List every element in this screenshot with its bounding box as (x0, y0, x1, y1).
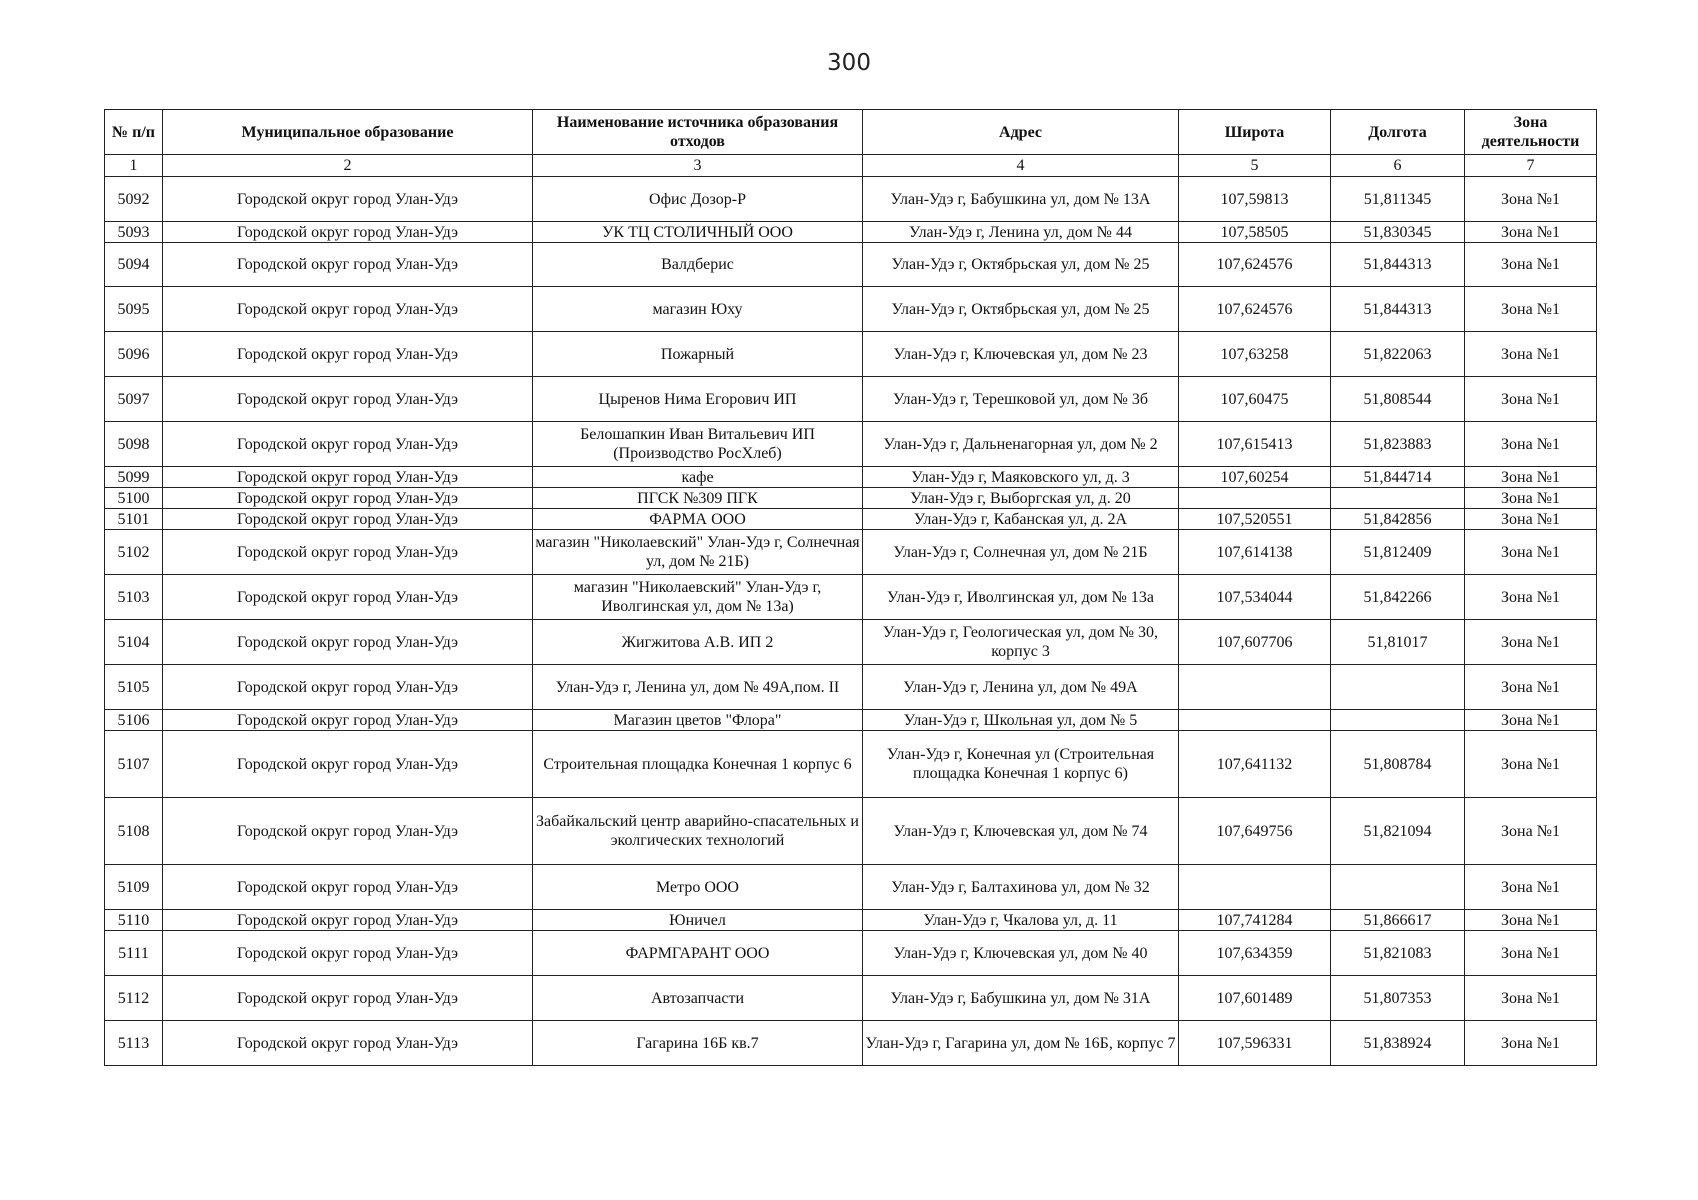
cell-latitude: 107,607706 (1179, 620, 1331, 665)
cell-address: Улан-Удэ г, Геологическая ул, дом № 30, корпус 3 (863, 620, 1179, 665)
cell-zone: Зона №1 (1465, 530, 1597, 575)
cell-zone: Зона №1 (1465, 865, 1597, 910)
table-body (105, 177, 1597, 1066)
header-number: № п/п (105, 110, 163, 155)
cell-longitude: 51,812409 (1331, 530, 1465, 575)
cell-source-name: Белошапкин Иван Витальевич ИП (Производство РосХлеб) (533, 422, 863, 467)
cell-number: 5092 (105, 177, 163, 222)
cell-source-name: магазин Юху (533, 287, 863, 332)
cell-municipality: Городской округ город Улан-Удэ (163, 665, 533, 710)
table-row (105, 731, 1597, 798)
cell-source-name: ФАРМГАРАНТ ООО (533, 931, 863, 976)
cell-zone: Зона №1 (1465, 422, 1597, 467)
cell-source-name: Улан-Удэ г, Ленина ул, дом № 49А,пом. II (533, 665, 863, 710)
cell-latitude: 107,641132 (1179, 731, 1331, 798)
cell-longitude: 51,844313 (1331, 243, 1465, 287)
cell-municipality: Городской округ город Улан-Удэ (163, 620, 533, 665)
cell-address: Улан-Удэ г, Бабушкина ул, дом № 31А (863, 976, 1179, 1021)
cell-source-name: Метро ООО (533, 865, 863, 910)
cell-municipality: Городской округ город Улан-Удэ (163, 377, 533, 422)
table-row (105, 488, 1597, 509)
cell-source-name: Юничел (533, 910, 863, 931)
cell-number: 5100 (105, 488, 163, 509)
cell-longitude: 51,866617 (1331, 910, 1465, 931)
cell-number: 5098 (105, 422, 163, 467)
cell-zone: Зона №1 (1465, 243, 1597, 287)
cell-latitude: 107,60475 (1179, 377, 1331, 422)
cell-address: Улан-Удэ г, Школьная ул, дом № 5 (863, 710, 1179, 731)
cell-source-name: Жигжитова А.В. ИП 2 (533, 620, 863, 665)
cell-number: 5103 (105, 575, 163, 620)
cell-address: Улан-Удэ г, Октябрьская ул, дом № 25 (863, 287, 1179, 332)
cell-longitude (1331, 665, 1465, 710)
table-row (105, 620, 1597, 665)
cell-longitude: 51,81017 (1331, 620, 1465, 665)
cell-address: Улан-Удэ г, Выборгская ул, д. 20 (863, 488, 1179, 509)
column-number: 7 (1465, 155, 1597, 177)
page-number: 300 (827, 50, 871, 76)
column-number: 3 (533, 155, 863, 177)
cell-number: 5097 (105, 377, 163, 422)
cell-latitude: 107,59813 (1179, 177, 1331, 222)
cell-address: Улан-Удэ г, Ключевская ул, дом № 74 (863, 798, 1179, 865)
cell-longitude (1331, 488, 1465, 509)
cell-source-name: магазин "Николаевский" Улан-Удэ г, Иволгинская ул, дом № 13а) (533, 575, 863, 620)
cell-number: 5096 (105, 332, 163, 377)
cell-source-name: Забайкальский центр аварийно-спасательных и эколгических технологий (533, 798, 863, 865)
cell-zone: Зона №1 (1465, 710, 1597, 731)
cell-latitude: 107,649756 (1179, 798, 1331, 865)
header-address: Адрес (863, 110, 1179, 155)
cell-municipality: Городской округ город Улан-Удэ (163, 422, 533, 467)
cell-latitude (1179, 710, 1331, 731)
cell-municipality: Городской округ город Улан-Удэ (163, 931, 533, 976)
waste-sources-table (104, 109, 1597, 1066)
header-source-name: Наименование источника образования отходов (533, 110, 863, 155)
cell-municipality: Городской округ город Улан-Удэ (163, 467, 533, 488)
cell-address: Улан-Удэ г, Терешковой ул, дом № 3б (863, 377, 1179, 422)
cell-source-name: Магазин цветов "Флора" (533, 710, 863, 731)
table-row (105, 243, 1597, 287)
cell-latitude (1179, 865, 1331, 910)
cell-address: Улан-Удэ г, Ключевская ул, дом № 40 (863, 931, 1179, 976)
header-municipality: Муниципальное образование (163, 110, 533, 155)
cell-latitude: 107,63258 (1179, 332, 1331, 377)
cell-latitude: 107,614138 (1179, 530, 1331, 575)
cell-municipality: Городской округ город Улан-Удэ (163, 575, 533, 620)
cell-address: Улан-Удэ г, Балтахинова ул, дом № 32 (863, 865, 1179, 910)
cell-address: Улан-Удэ г, Ленина ул, дом № 49А (863, 665, 1179, 710)
cell-municipality: Городской округ город Улан-Удэ (163, 976, 533, 1021)
cell-latitude: 107,601489 (1179, 976, 1331, 1021)
table-row (105, 377, 1597, 422)
cell-longitude: 51,808784 (1331, 731, 1465, 798)
header-latitude: Широта (1179, 110, 1331, 155)
column-number: 2 (163, 155, 533, 177)
cell-zone: Зона №1 (1465, 910, 1597, 931)
cell-address: Улан-Удэ г, Иволгинская ул, дом № 13а (863, 575, 1179, 620)
cell-longitude: 51,821083 (1331, 931, 1465, 976)
cell-municipality: Городской округ город Улан-Удэ (163, 222, 533, 243)
cell-number: 5111 (105, 931, 163, 976)
cell-zone: Зона №1 (1465, 976, 1597, 1021)
cell-zone: Зона №1 (1465, 575, 1597, 620)
cell-zone: Зона №1 (1465, 222, 1597, 243)
cell-address: Улан-Удэ г, Кабанская ул, д. 2А (863, 509, 1179, 530)
table-row (105, 332, 1597, 377)
cell-number: 5093 (105, 222, 163, 243)
cell-longitude: 51,842266 (1331, 575, 1465, 620)
cell-source-name: магазин "Николаевский" Улан-Удэ г, Солнечная ул, дом № 21Б) (533, 530, 863, 575)
table-row (105, 422, 1597, 467)
cell-address: Улан-Удэ г, Октябрьская ул, дом № 25 (863, 243, 1179, 287)
table-row (105, 530, 1597, 575)
cell-latitude: 107,624576 (1179, 243, 1331, 287)
cell-number: 5112 (105, 976, 163, 1021)
cell-zone: Зона №1 (1465, 509, 1597, 530)
cell-address: Улан-Удэ г, Солнечная ул, дом № 21Б (863, 530, 1179, 575)
cell-latitude: 107,615413 (1179, 422, 1331, 467)
column-number-row (105, 155, 1597, 177)
cell-municipality: Городской округ город Улан-Удэ (163, 731, 533, 798)
cell-number: 5099 (105, 467, 163, 488)
cell-source-name: кафе (533, 467, 863, 488)
cell-source-name: ФАРМА ООО (533, 509, 863, 530)
table-row (105, 177, 1597, 222)
cell-municipality: Городской округ город Улан-Удэ (163, 865, 533, 910)
cell-latitude (1179, 665, 1331, 710)
cell-latitude: 107,58505 (1179, 222, 1331, 243)
cell-municipality: Городской округ город Улан-Удэ (163, 243, 533, 287)
table-row (105, 865, 1597, 910)
table-row (105, 509, 1597, 530)
cell-address: Улан-Удэ г, Чкалова ул, д. 11 (863, 910, 1179, 931)
cell-municipality: Городской округ город Улан-Удэ (163, 1021, 533, 1066)
table-row (105, 467, 1597, 488)
cell-longitude: 51,821094 (1331, 798, 1465, 865)
table-header-row (105, 110, 1597, 155)
table-row (105, 222, 1597, 243)
table-row (105, 710, 1597, 731)
cell-source-name: Гагарина 16Б кв.7 (533, 1021, 863, 1066)
cell-latitude: 107,534044 (1179, 575, 1331, 620)
header-zone: Зона деятельности (1465, 110, 1597, 155)
cell-municipality: Городской округ город Улан-Удэ (163, 910, 533, 931)
cell-zone: Зона №1 (1465, 467, 1597, 488)
cell-number: 5110 (105, 910, 163, 931)
cell-source-name: УК ТЦ СТОЛИЧНЫЙ ООО (533, 222, 863, 243)
table-row (105, 575, 1597, 620)
cell-zone: Зона №1 (1465, 931, 1597, 976)
cell-zone: Зона №1 (1465, 731, 1597, 798)
cell-longitude: 51,822063 (1331, 332, 1465, 377)
cell-longitude: 51,838924 (1331, 1021, 1465, 1066)
cell-latitude (1179, 488, 1331, 509)
cell-municipality: Городской округ город Улан-Удэ (163, 287, 533, 332)
cell-latitude: 107,741284 (1179, 910, 1331, 931)
cell-longitude (1331, 710, 1465, 731)
cell-address: Улан-Удэ г, Маяковского ул, д. 3 (863, 467, 1179, 488)
table-row (105, 798, 1597, 865)
cell-latitude: 107,624576 (1179, 287, 1331, 332)
cell-zone: Зона №1 (1465, 332, 1597, 377)
cell-longitude (1331, 865, 1465, 910)
cell-source-name: Офис Дозор-Р (533, 177, 863, 222)
cell-source-name: Пожарный (533, 332, 863, 377)
cell-longitude: 51,823883 (1331, 422, 1465, 467)
cell-longitude: 51,830345 (1331, 222, 1465, 243)
cell-latitude: 107,634359 (1179, 931, 1331, 976)
cell-municipality: Городской округ город Улан-Удэ (163, 332, 533, 377)
cell-number: 5106 (105, 710, 163, 731)
cell-latitude: 107,60254 (1179, 467, 1331, 488)
cell-number: 5104 (105, 620, 163, 665)
cell-number: 5109 (105, 865, 163, 910)
table-row (105, 665, 1597, 710)
cell-number: 5101 (105, 509, 163, 530)
cell-source-name: Автозапчасти (533, 976, 863, 1021)
cell-longitude: 51,842856 (1331, 509, 1465, 530)
cell-number: 5113 (105, 1021, 163, 1066)
cell-municipality: Городской округ город Улан-Удэ (163, 177, 533, 222)
cell-latitude: 107,520551 (1179, 509, 1331, 530)
cell-number: 5095 (105, 287, 163, 332)
cell-address: Улан-Удэ г, Бабушкина ул, дом № 13А (863, 177, 1179, 222)
table-row (105, 1021, 1597, 1066)
cell-address: Улан-Удэ г, Дальненагорная ул, дом № 2 (863, 422, 1179, 467)
cell-number: 5105 (105, 665, 163, 710)
cell-address: Улан-Удэ г, Конечная ул (Строительная площадка Конечная 1 корпус 6) (863, 731, 1179, 798)
cell-zone: Зона №1 (1465, 287, 1597, 332)
cell-zone: Зона №1 (1465, 377, 1597, 422)
cell-source-name: Валдберис (533, 243, 863, 287)
cell-number: 5102 (105, 530, 163, 575)
cell-address: Улан-Удэ г, Ленина ул, дом № 44 (863, 222, 1179, 243)
header-longitude: Долгота (1331, 110, 1465, 155)
cell-municipality: Городской округ город Улан-Удэ (163, 509, 533, 530)
cell-zone: Зона №1 (1465, 1021, 1597, 1066)
cell-number: 5107 (105, 731, 163, 798)
table-row (105, 931, 1597, 976)
cell-number: 5108 (105, 798, 163, 865)
cell-longitude: 51,844714 (1331, 467, 1465, 488)
cell-zone: Зона №1 (1465, 488, 1597, 509)
cell-address: Улан-Удэ г, Ключевская ул, дом № 23 (863, 332, 1179, 377)
cell-municipality: Городской округ город Улан-Удэ (163, 710, 533, 731)
cell-municipality: Городской округ город Улан-Удэ (163, 530, 533, 575)
table-row (105, 287, 1597, 332)
column-number: 4 (863, 155, 1179, 177)
cell-zone: Зона №1 (1465, 620, 1597, 665)
cell-municipality: Городской округ город Улан-Удэ (163, 798, 533, 865)
column-number: 6 (1331, 155, 1465, 177)
cell-zone: Зона №1 (1465, 177, 1597, 222)
cell-longitude: 51,808544 (1331, 377, 1465, 422)
cell-number: 5094 (105, 243, 163, 287)
column-number: 5 (1179, 155, 1331, 177)
cell-zone: Зона №1 (1465, 665, 1597, 710)
cell-source-name: ПГСК №309 ПГК (533, 488, 863, 509)
cell-latitude: 107,596331 (1179, 1021, 1331, 1066)
cell-address: Улан-Удэ г, Гагарина ул, дом № 16Б, корпус 7 (863, 1021, 1179, 1066)
column-number: 1 (105, 155, 163, 177)
table-row (105, 976, 1597, 1021)
table-row (105, 910, 1597, 931)
cell-municipality: Городской округ город Улан-Удэ (163, 488, 533, 509)
cell-source-name: Цыренов Нима Егорович ИП (533, 377, 863, 422)
cell-longitude: 51,807353 (1331, 976, 1465, 1021)
cell-zone: Зона №1 (1465, 798, 1597, 865)
cell-longitude: 51,811345 (1331, 177, 1465, 222)
cell-longitude: 51,844313 (1331, 287, 1465, 332)
cell-source-name: Строительная площадка Конечная 1 корпус 6 (533, 731, 863, 798)
